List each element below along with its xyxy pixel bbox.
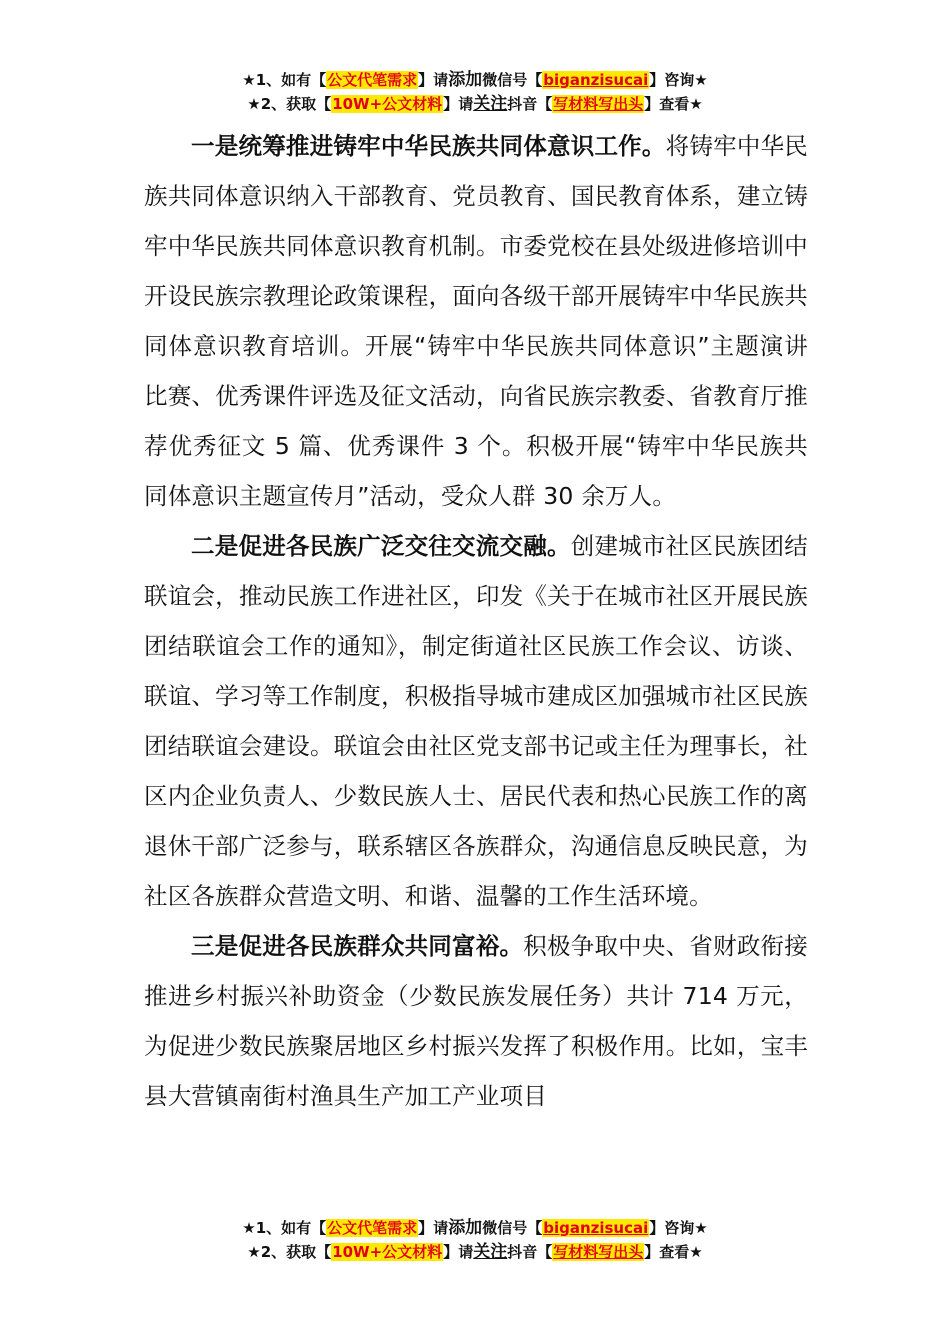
paragraph-2 [144, 521, 808, 921]
banner-wechat-id: biganzisucai [543, 1219, 649, 1237]
banner-highlight: 公文代笔需求 [327, 71, 418, 89]
paragraph-3 [144, 921, 808, 1121]
banner-text: ★2、获取【 [247, 95, 332, 113]
banner-douyin-id: 写材料写出头 [553, 1243, 644, 1261]
banner-text: 抖音【 [507, 1243, 553, 1261]
banner-emphasis: 添加 [448, 1218, 483, 1238]
banner-emphasis: 添加 [448, 70, 483, 90]
banner-wechat-id: biganzisucai [543, 71, 649, 89]
banner-line-1 [0, 68, 950, 92]
banner-text: 】请 [443, 95, 474, 113]
banner-text: 】请 [443, 1243, 474, 1261]
banner-text: 】请 [418, 1219, 449, 1237]
paragraph-lead: 三是促进各民族群众共同富裕。 [191, 932, 524, 960]
paragraph-lead: 一是统筹推进铸牢中华民族共同体意识工作。 [191, 132, 666, 160]
paragraph-1 [144, 121, 808, 521]
banner-text: ★1、如有【 [242, 71, 327, 89]
banner-text: 微信号【 [482, 1219, 543, 1237]
banner-line-1 [0, 1216, 950, 1240]
paragraph-text: 将铸牢中华民族共同体意识纳入干部教育、党员教育、国民教育体系，建立铸牢中华民族共同体意识教育机制。市委党校在县处级进修培训中开设民族宗教理论政策课程，面向各级干部开展铸牢中华民族共同体意识教育培训。开展“铸牢中华民族共同体意识”主题演讲比赛、优秀课件评选及征文活动，向省民族宗教委、省教育厅推荐优秀征文 5 篇、优秀课件 3 个。积极开展“铸牢中华民族共同体意识主题宣传月”活动，受众人群 30 余万人。 [144, 132, 809, 510]
banner-text: ★1、如有【 [242, 1219, 327, 1237]
paragraph-text: 积极争取中央、省财政衔接推进乡村振兴补助资金（少数民族发展任务）共计 714 万元，为促进少数民族聚居地区乡村振兴发挥了积极作用。比如，宝丰县大营镇南街村渔具生产加工产业项目 [144, 932, 808, 1110]
paragraph-lead: 二是促进各民族广泛交往交流交融。 [191, 532, 571, 560]
top-banner [0, 68, 950, 116]
banner-highlight: 10W+公文材料 [332, 95, 443, 113]
banner-text: 抖音【 [507, 95, 553, 113]
banner-highlight: 公文代笔需求 [327, 1219, 418, 1237]
banner-text: ★2、获取【 [247, 1243, 332, 1261]
banner-highlight: 10W+公文材料 [332, 1243, 443, 1261]
bottom-banner [0, 1216, 950, 1264]
banner-text: 微信号【 [482, 71, 543, 89]
banner-text: 】请 [418, 71, 449, 89]
banner-text: 】查看★ [644, 1243, 703, 1261]
banner-line-2 [0, 92, 950, 116]
banner-text: 】咨询★ [649, 71, 708, 89]
banner-emphasis: 关注 [473, 94, 508, 114]
banner-text: 】查看★ [644, 95, 703, 113]
banner-douyin-id: 写材料写出头 [553, 95, 644, 113]
banner-line-2 [0, 1240, 950, 1264]
document-body [144, 121, 808, 1121]
banner-text: 】咨询★ [649, 1219, 708, 1237]
banner-emphasis: 关注 [473, 1242, 508, 1262]
paragraph-text: 创建城市社区民族团结联谊会，推动民族工作进社区，印发《关于在城市社区开展民族团结联谊会工作的通知》，制定街道社区民族工作会议、访谈、联谊、学习等工作制度，积极指导城市建成区加强城市社区民族团结联谊会建设。联谊会由社区党支部书记或主任为理事长，社区内企业负责人、少数民族人士、居民代表和热心民族工作的离退休干部广泛参与，联系辖区各族群众，沟通信息反映民意，为社区各族群众营造文明、和谐、温馨的工作生活环境。 [144, 532, 809, 910]
